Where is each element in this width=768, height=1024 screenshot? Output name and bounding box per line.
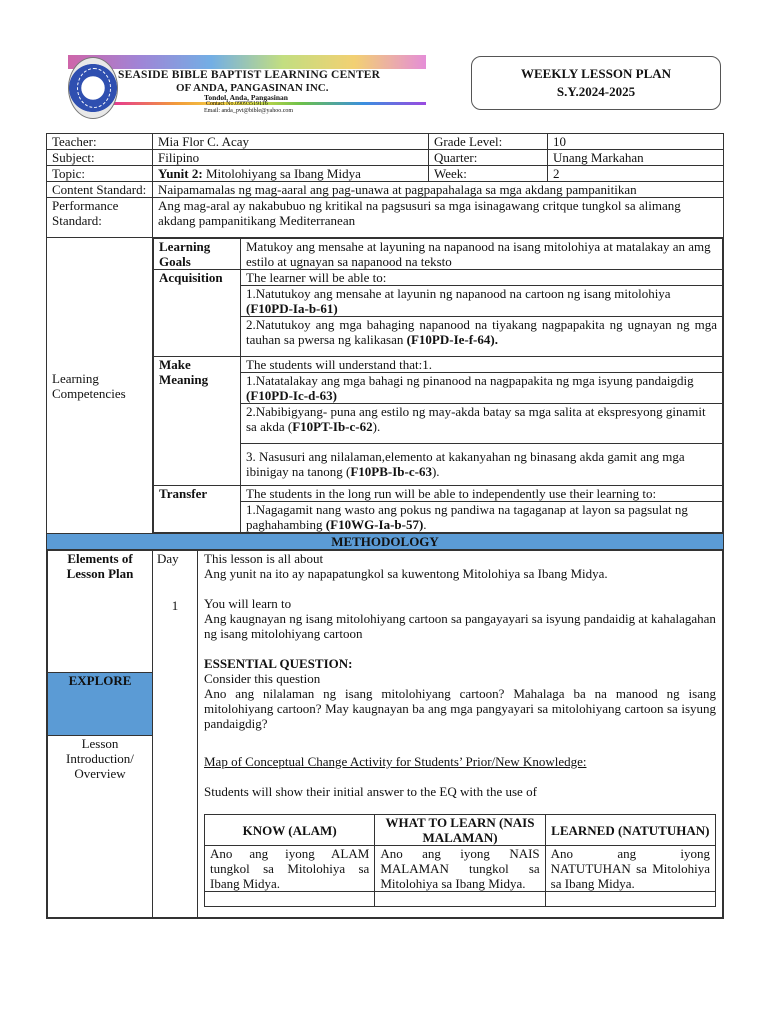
- content-standard-label: Content Standard:: [47, 182, 153, 198]
- kwl-cell-know: Ano ang iyong ALAM tungkol sa Mitolohiya sa Ibang Midya.: [205, 846, 375, 892]
- kwl-cell-learn: Ano ang iyong NAIS MALAMAN tungkol sa Mitolohiya sa Ibang Midya.: [375, 846, 545, 892]
- learn-intro: You will learn to: [204, 596, 292, 611]
- acquisition-item-1: 1.Natutukoy ang mensahe at layunin ng napanood na cartoon ng isang mitolohiya (F10PD-Ia-b-61): [241, 286, 723, 317]
- week-value: 2: [548, 166, 724, 182]
- acquisition-item-2: 2.Natutukoy ang mga bahaging napanood na tiyakang nagpapakita ng ugnayan ng mga tauhan sa pwersa ng kalikasan (F10PD-Ie-f-64).: [241, 317, 723, 357]
- school-contact: Contact No.09093519116: [206, 101, 268, 107]
- learning-goals-label: Learning Goals: [154, 239, 241, 270]
- performance-standard-value: Ang mag-aral ay nakabubuo ng kritikal na pagsusuri sa mga isinagawang critque tungkol sa alimang akdang pampanitikang Mediterranean: [153, 198, 724, 238]
- school-email: Email: anda_pvt@bible@yahoo.com: [204, 108, 294, 114]
- acquisition-label: Acquisition: [154, 270, 241, 357]
- table-row: [205, 846, 716, 892]
- performance-standard-label: Performance Standard:: [47, 198, 153, 238]
- school-address: Tondol, Anda, Pangasinan: [204, 93, 288, 102]
- teacher-label: Teacher:: [47, 134, 153, 150]
- lesson-content: [198, 551, 723, 918]
- transfer-intro: The students in the long run will be able to independently use their learning to:: [241, 486, 723, 502]
- methodology-header-row: [47, 534, 724, 550]
- kwl-table: [204, 814, 716, 907]
- methodology-body-row: [47, 550, 724, 919]
- day-label: Day: [157, 551, 179, 566]
- transfer-label: Transfer: [154, 486, 241, 533]
- teacher-row: [47, 134, 724, 150]
- rainbow-rule: [114, 102, 426, 105]
- kwl-header-learned: LEARNED (NATUTUHAN): [545, 815, 715, 846]
- competencies-label: Learning Competencies: [47, 238, 153, 534]
- grade-label: Grade Level:: [429, 134, 548, 150]
- make-meaning-item-2: 2.Nabibigyang- puna ang estilo ng may-akda batay sa mga salita at ekspresyong ginamit sa akda (F10PT-Ib-c-62).: [241, 404, 723, 444]
- learning-goals-value: Matukoy ang mensahe at layuning na napanood na isang mitolohiya at matalakay an amg estilo at ugnayan sa napanood na teksto: [241, 239, 723, 270]
- plan-title-box: [471, 56, 721, 110]
- kwl-header-learn: WHAT TO LEARN (NAIS MALAMAN): [375, 815, 545, 846]
- make-meaning-item-1: 1.Natatalakay ang mga bahagi ng pinanood na nagpapakita ng mga isyung pandaigdig (F10PD-Ic-d-63): [241, 373, 723, 404]
- explore-label: EXPLORE: [48, 673, 153, 736]
- about-text: Ang yunit na ito ay napapatungkol sa kuwentong Mitolohiya sa Ibang Midya.: [204, 566, 608, 581]
- school-seal-icon: [68, 57, 118, 119]
- elements-label: Elements of Lesson Plan: [48, 551, 153, 673]
- transfer-item-1: 1.Nagagamit nang wasto ang pokus ng pandiwa na tagaganap at layon sa pagsulat ng paghahambing (F10WG-Ia-b-57).: [241, 502, 723, 533]
- day-value: 1: [171, 598, 179, 613]
- content-standard-value: Naipamamalas ng mag-aaral ang pag-unawa at pagpapahalaga sa mga akdang pampanitikan: [153, 182, 724, 198]
- quarter-value: Unang Markahan: [548, 150, 724, 166]
- school-logo-banner: [68, 55, 426, 119]
- school-name-line2: OF ANDA, PANGASINAN INC.: [176, 82, 329, 94]
- subject-row: [47, 150, 724, 166]
- essential-question-intro: Consider this question: [204, 671, 321, 686]
- subject-value: Filipino: [153, 150, 429, 166]
- about-intro: This lesson is all about: [204, 551, 324, 566]
- make-meaning-label: Make Meaning: [154, 357, 241, 486]
- teacher-value: Mia Flor C. Acay: [153, 134, 429, 150]
- make-meaning-intro: The students will understand that:1.: [241, 357, 723, 373]
- content-standard-row: [47, 182, 724, 198]
- subject-label: Subject:: [47, 150, 153, 166]
- week-label: Week:: [429, 166, 548, 182]
- essential-question-label: ESSENTIAL QUESTION:: [204, 656, 353, 671]
- decorative-band: [68, 55, 426, 69]
- competencies-row: [47, 238, 724, 534]
- topic-row: [47, 166, 724, 182]
- quarter-label: Quarter:: [429, 150, 548, 166]
- competencies-table: [153, 238, 723, 533]
- learn-text: Ang kaugnayan ng isang mitolohiyang cartoon sa pangayayari sa isyung pandaidig at kahalagahan ng isang mitolohiyang cartoon: [204, 611, 716, 641]
- methodology-title: METHODOLOGY: [47, 534, 724, 550]
- make-meaning-item-3: 3. Nasusuri ang nilalaman,elemento at kakanyahan ng binasang akda gamit ang mga ibinigay na tanong (F10PB-Ib-c-63).: [241, 444, 723, 486]
- plan-title: WEEKLY LESSON PLAN: [520, 66, 672, 81]
- methodology-table: [47, 550, 723, 918]
- map-intro: Students will show their initial answer to the EQ with the use of: [204, 784, 537, 799]
- acquisition-intro: The learner will be able to:: [241, 270, 723, 286]
- kwl-cell-learned: Ano ang iyong NATUTUHAN sa Mitolohiya sa Ibang Midya.: [545, 846, 715, 892]
- topic-value: Yunit 2: Mitolohiyang sa Ibang Midya: [153, 166, 429, 182]
- school-name: SEASIDE BIBLE BAPTIST LEARNING CENTER: [118, 69, 381, 81]
- essential-question-text: Ano ang nilalaman ng isang mitolohiyang cartoon? Mahalaga ba na manood ng isang mitolohiyang cartoon? May kaugnayan ba ang mga pangyayari sa mitolohiyang cartoon sa isyung pandaigdig?: [204, 686, 716, 731]
- table-row: [205, 892, 716, 907]
- school-year: S.Y.2024-2025: [556, 84, 636, 99]
- lesson-introduction-label: Lesson Introduction/ Overview: [48, 736, 153, 918]
- performance-standard-row: [47, 198, 724, 238]
- kwl-header-know: KNOW (ALAM): [205, 815, 375, 846]
- grade-value: 10: [548, 134, 724, 150]
- map-title: Map of Conceptual Change Activity for Students’ Prior/New Knowledge:: [204, 754, 587, 769]
- learning-goals-row: [154, 239, 723, 270]
- lesson-plan-table: [46, 133, 724, 919]
- topic-label: Topic:: [47, 166, 153, 182]
